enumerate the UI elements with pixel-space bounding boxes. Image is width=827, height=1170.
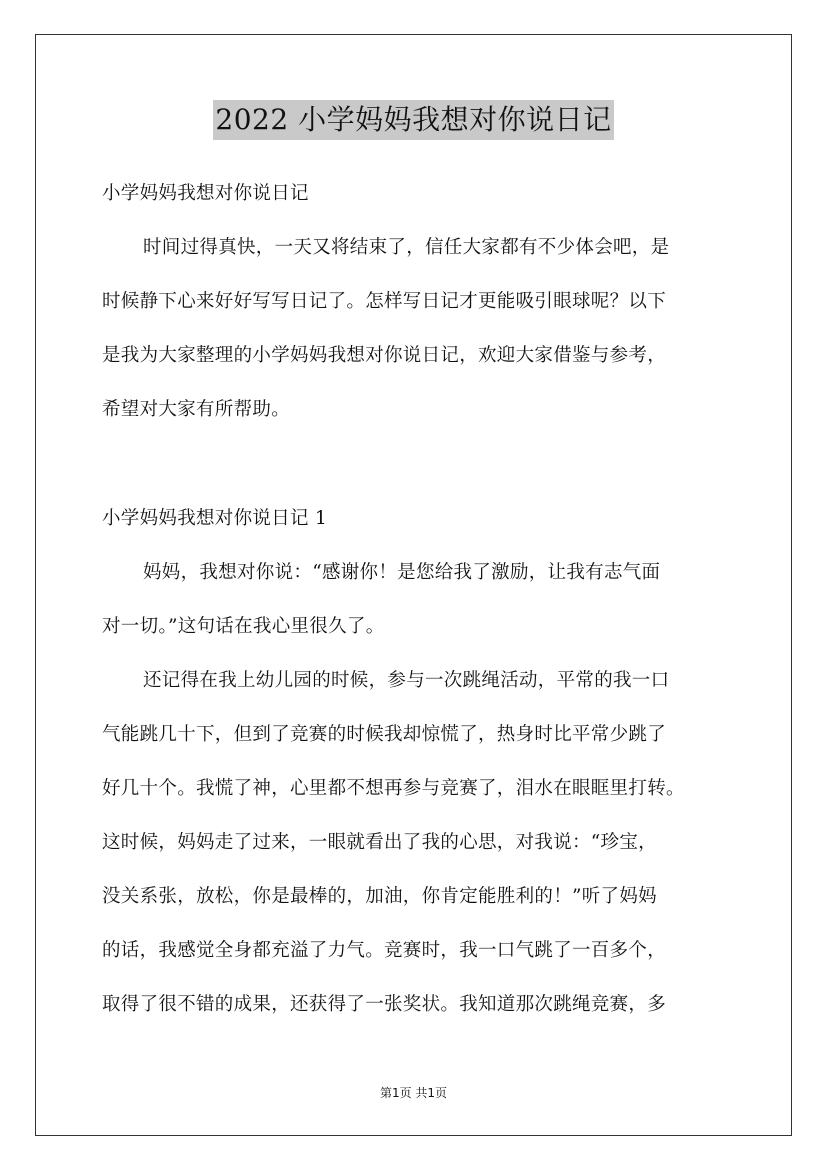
paragraph-line: 没关系张，放松，你是最棒的，加油，你肯定能胜利的！”听了妈妈 [102, 886, 657, 907]
section-heading: 小学妈妈我想对你说日记 1 [102, 508, 328, 529]
paragraph-line: 对一切。”这句话在我心里很久了。 [102, 616, 385, 637]
paragraph-line: 好几十个。我慌了神，心里都不想再参与竞赛了，泪水在眼眶里打转。 [102, 778, 685, 799]
intro-line: 时候静下心来好好写写日记了。怎样写日记才更能吸引眼球呢？以下 [102, 291, 667, 312]
intro-line: 是我为大家整理的小学妈妈我想对你说日记，欢迎大家借鉴与参考， [102, 345, 667, 366]
paragraph-line: 取得了很不错的成果，还获得了一张奖状。我知道那次跳绳竞赛，多 [102, 994, 667, 1015]
paragraph-line: 气能跳几十下，但到了竞赛的时候我却惊慌了，热身时比平常少跳了 [102, 724, 667, 745]
document-subtitle: 小学妈妈我想对你说日记 [102, 183, 309, 204]
intro-line: 时间过得真快，一天又将结束了，信任大家都有不少体会吧，是 [143, 237, 670, 258]
intro-line: 希望对大家有所帮助。 [102, 399, 291, 420]
document-title: 2022 小学妈妈我想对你说日记 [213, 100, 613, 140]
paragraph-line: 这时候，妈妈走了过来，一眼就看出了我的心思，对我说：“珍宝， [102, 832, 657, 853]
paragraph-line: 的话，我感觉全身都充溢了力气。竞赛时，我一口气跳了一百多个， [102, 940, 667, 961]
page-footer: 第1页 共1页 [379, 1086, 448, 1100]
paragraph-line: 妈妈，我想对你说：“感谢你！是您给我了激励，让我有志气面 [143, 562, 661, 583]
paragraph-line: 还记得在我上幼儿园的时候，参与一次跳绳活动，平常的我一口 [143, 670, 670, 691]
title-container [0, 100, 827, 140]
